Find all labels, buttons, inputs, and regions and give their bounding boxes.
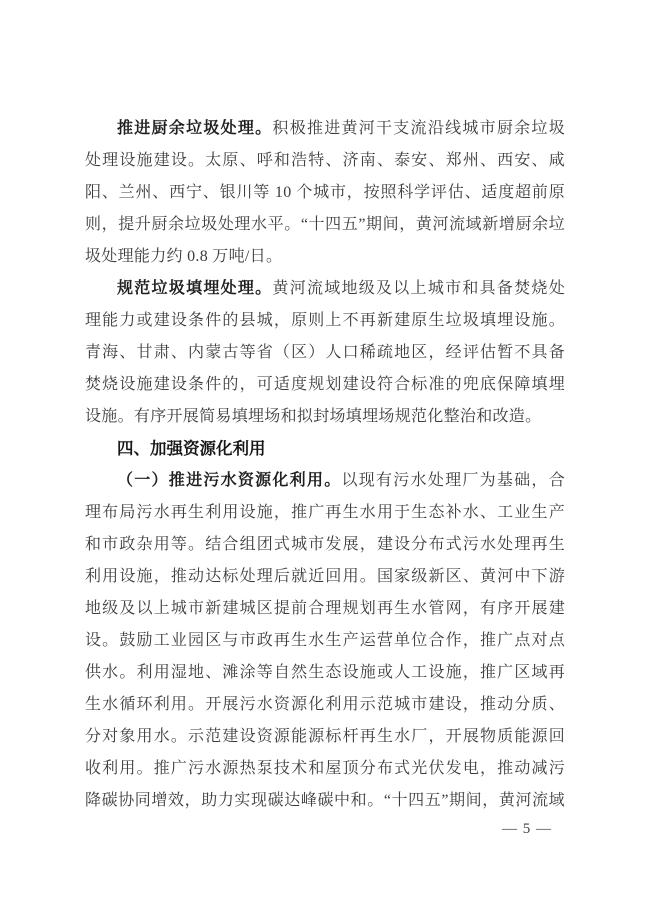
text-line: 阳、兰州、西宁、银川等 10 个城市，按照科学评估、适度超前原: [85, 184, 565, 201]
text-line: 则，提升厨余垃圾处理水平。“十四五”期间，黄河流域新增厨余垃: [85, 216, 565, 233]
paragraph-lead-rest: 积极推进黄河干支流沿线城市厨余垃圾: [272, 120, 566, 137]
paragraph-lead: （一）推进污水资源化利用。: [117, 472, 342, 489]
text-line: 生水循环利用。开展污水资源化利用示范城市建设，推动分质、: [85, 696, 565, 713]
text-line: 圾处理能力约 0.8 万吨/日。: [85, 248, 283, 265]
paragraph-lead-rest: 黄河流域地级及以上城市和具备焚烧处: [272, 280, 566, 297]
text-line: [85, 273, 565, 305]
text-line: 地级及以上城市新建城区提前合理规划再生水管网，有序开展建: [85, 600, 565, 617]
paragraph-wastewater-reuse: [85, 465, 565, 817]
text-line: [85, 113, 565, 145]
text-line: 收利用。推广污水源热泵技术和屋顶分布式光伏发电，推动减污: [85, 760, 565, 777]
text-line: 焚烧设施建设条件的，可适度规划建设符合标准的兜底保障填埋: [85, 376, 565, 393]
text-line: 处理设施建设。太原、呼和浩特、济南、泰安、郑州、西安、咸: [85, 152, 565, 169]
text-line: 理布局污水再生利用设施，推广再生水用于生态补水、工业生产: [85, 504, 565, 521]
text-line: 青海、甘肃、内蒙古等省（区）人口稀疏地区，经评估暂不具备: [85, 344, 565, 361]
document-text-block: [85, 113, 565, 817]
text-line: 降碳协同增效，助力实现碳达峰碳中和。“十四五”期间，黄河流域: [85, 792, 565, 809]
section-heading: 四、加强资源化利用: [117, 440, 266, 458]
paragraph-kitchen-waste: [85, 113, 565, 273]
paragraph-lead: 规范垃圾填埋处理。: [117, 280, 273, 297]
text-line: 分对象用水。示范建设资源能源标杆再生水厂，开展物质能源回: [85, 728, 565, 745]
text-line: [85, 465, 565, 497]
page-number: — 5 —: [502, 821, 552, 837]
text-line: 和市政杂用等。结合组团式城市发展，建设分布式污水处理再生: [85, 536, 565, 553]
paragraph-lead-rest: 以现有污水处理厂为基础，合: [341, 472, 565, 489]
text-line: 利用设施，推动达标处理后就近回用。国家级新区、黄河中下游: [85, 568, 565, 585]
text-line: 设。鼓励工业园区与市政再生水生产运营单位合作，推广点对点: [85, 632, 565, 649]
paragraph-landfill: [85, 273, 565, 433]
text-line: 设施。有序开展简易填埋场和拟封场填埋场规范化整治和改造。: [85, 408, 542, 425]
paragraph-lead: 推进厨余垃圾处理。: [117, 120, 273, 137]
text-line: 供水。利用湿地、滩涂等自然生态设施或人工设施，推广区域再: [85, 664, 565, 681]
text-line: 理能力或建设条件的县城，原则上不再新建原生垃圾填埋设施。: [85, 312, 565, 329]
